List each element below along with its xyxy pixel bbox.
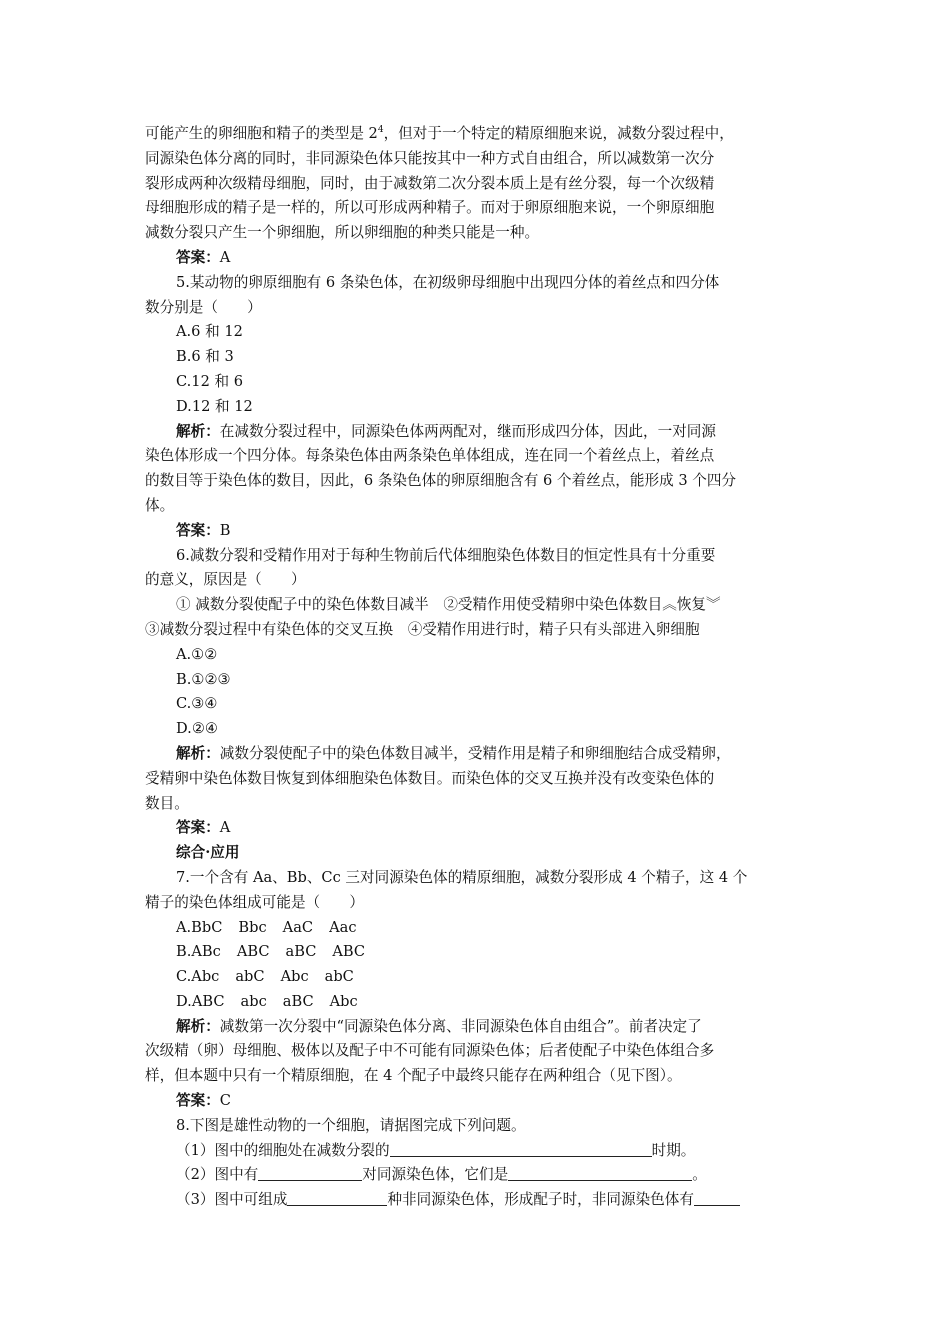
option-c: C.③④ [176, 695, 218, 713]
option-a [145, 916, 810, 941]
genotype: B.ABc [176, 943, 221, 961]
answer-line [145, 519, 810, 544]
analysis-label: 解析： [176, 422, 220, 440]
sub-question-2 [145, 1163, 810, 1188]
text: （2）图中有 [176, 1166, 259, 1184]
analysis-line: 次级精（卵）母细胞、极体以及配子中不可能有同源染色体；后者使配子中染色体组合多 [145, 1042, 715, 1060]
genotype: abc [240, 992, 267, 1010]
answer-value: B [219, 521, 231, 539]
text: 时期。 [651, 1141, 696, 1159]
answer-line [145, 816, 810, 841]
analysis-line [145, 1015, 810, 1040]
analysis-line: 数目。 [145, 794, 189, 812]
text: （1）图中的细胞处在减数分裂的 [176, 1141, 390, 1159]
question-7-stem: 精子的染色体组成可能是（ ） [145, 893, 364, 911]
text: 。 [692, 1166, 707, 1184]
option-c: C.12 和 6 [176, 372, 244, 390]
genotype: aBC [285, 943, 317, 961]
text: 可能产生的卵细胞和精子的类型是 2 [145, 125, 378, 142]
option-c [145, 965, 810, 990]
paragraph-line: 同源染色体分离的同时，非同源染色体只能按其中一种方式自由组合，所以减数第一次分 [145, 149, 715, 167]
superscript: 4 [377, 125, 384, 135]
analysis-line: 样，但本题中只有一个精原细胞，在 4 个配子中最终只能存在两种组合（见下图）。 [145, 1067, 682, 1085]
answer-label: 答案： [176, 1092, 220, 1110]
option-b [145, 940, 810, 965]
analysis-line: 染色体形成一个四分体。每条染色体由两条染色单体组成，连在同一个着丝点上，着丝点 [145, 447, 715, 465]
paragraph-line: 母细胞形成的精子是一样的，所以可形成两种精子。而对于卵原细胞来说，一个卵原细胞 [145, 199, 715, 217]
text: （3）图中可组成 [176, 1191, 288, 1209]
genotype: Abc [329, 992, 358, 1010]
question-5-stem: 数分别是（ ） [145, 298, 262, 316]
genotype: D.ABC [176, 992, 225, 1010]
fill-in-blank[interactable] [508, 1164, 692, 1181]
statement-line: ① 减数分裂使配子中的染色体数目减半 ②受精作用使受精卵中染色体数目︽恢复︾ [176, 596, 721, 614]
genotype: ABC [332, 943, 366, 961]
option-d: D.②④ [176, 720, 218, 738]
answer-line [145, 246, 810, 271]
analysis-line [145, 742, 810, 767]
question-6-stem: 的意义，原因是（ ） [145, 571, 306, 589]
analysis-line [145, 420, 810, 445]
text: 在减数分裂过程中，同源染色体两两配对，继而形成四分体，因此，一对同源 [219, 422, 716, 440]
answer-value: A [219, 819, 231, 837]
text: 种非同源染色体，形成配子时，非同源染色体有 [387, 1191, 694, 1209]
question-5-stem: 5.某动物的卵原细胞有 6 条染色体，在初级卵母细胞中出现四分体的着丝点和四分体 [176, 273, 720, 291]
sub-question-1 [145, 1139, 810, 1164]
paragraph-line: 裂形成两种次级精母细胞，同时，由于减数第二次分裂本质上是有丝分裂，每一个次级精 [145, 174, 715, 192]
option-a: A.①② [176, 645, 218, 663]
genotype: ABC [236, 943, 270, 961]
analysis-line: 的数目等于染色体的数目，因此，6 条染色体的卵原细胞含有 6 个着丝点，能形成 3 个四分 [145, 472, 737, 490]
genotype: abC [235, 968, 265, 986]
genotype: Abc [280, 968, 309, 986]
genotype: Bbc [238, 918, 267, 936]
genotype: AaC [282, 918, 314, 936]
section-heading: 综合·应用 [176, 844, 240, 862]
answer-label: 答案： [176, 819, 220, 837]
analysis-label: 解析： [176, 1017, 220, 1035]
option-b: B.①②③ [176, 670, 231, 688]
genotype: A.BbC [176, 918, 223, 936]
text: 减数第一次分裂中“同源染色体分离、非同源染色体自由组合”。前者决定了 [219, 1017, 702, 1035]
option-d: D.12 和 12 [176, 397, 253, 415]
question-7-stem: 7.一个含有 Aa、Bb、Cc 三对同源染色体的精原细胞，减数分裂形成 4 个精子，这 4 个 [176, 868, 748, 886]
question-8-stem: 8.下图是雄性动物的一个细胞，请据图完成下列问题。 [176, 1116, 526, 1134]
fill-in-blank[interactable] [694, 1189, 740, 1206]
option-b: B.6 和 3 [176, 348, 234, 366]
genotype: C.Abc [176, 968, 220, 986]
answer-label: 答案： [176, 521, 220, 539]
text: 减数分裂使配子中的染色体数目减半，受精作用是精子和卵细胞结合成受精卵， [219, 744, 731, 762]
genotype: abC [324, 968, 354, 986]
question-6-stem: 6.减数分裂和受精作用对于每种生物前后代体细胞染色体数目的恒定性具有十分重要 [176, 546, 716, 564]
analysis-label: 解析： [176, 744, 220, 762]
document-body [145, 122, 810, 1213]
paragraph-line: 减数分裂只产生一个卵细胞，所以卵细胞的种类只能是一种。 [145, 224, 540, 242]
sub-question-3 [145, 1188, 810, 1213]
option-a: A.6 和 12 [176, 323, 243, 341]
answer-value: A [219, 248, 231, 266]
analysis-line: 体。 [145, 496, 175, 514]
fill-in-blank[interactable] [258, 1164, 362, 1181]
text: ，但对于一个特定的精原细胞来说，减数分裂过程中， [383, 125, 734, 142]
genotype: aBC [282, 992, 314, 1010]
answer-label: 答案： [176, 248, 220, 266]
answer-value: C [219, 1092, 231, 1110]
analysis-line: 受精卵中染色体数目恢复到体细胞染色体数目。而染色体的交叉互换并没有改变染色体的 [145, 769, 715, 787]
option-d [145, 990, 810, 1015]
paragraph-line [145, 122, 810, 147]
genotype: Aac [329, 918, 357, 936]
statement-line: ③减数分裂过程中有染色体的交叉互换 ④受精作用进行时，精子只有头部进入卵细胞 [145, 620, 700, 638]
fill-in-blank[interactable] [287, 1189, 387, 1206]
text: 对同源染色体，它们是 [362, 1166, 509, 1184]
answer-line [145, 1089, 810, 1114]
fill-in-blank[interactable] [390, 1140, 652, 1157]
